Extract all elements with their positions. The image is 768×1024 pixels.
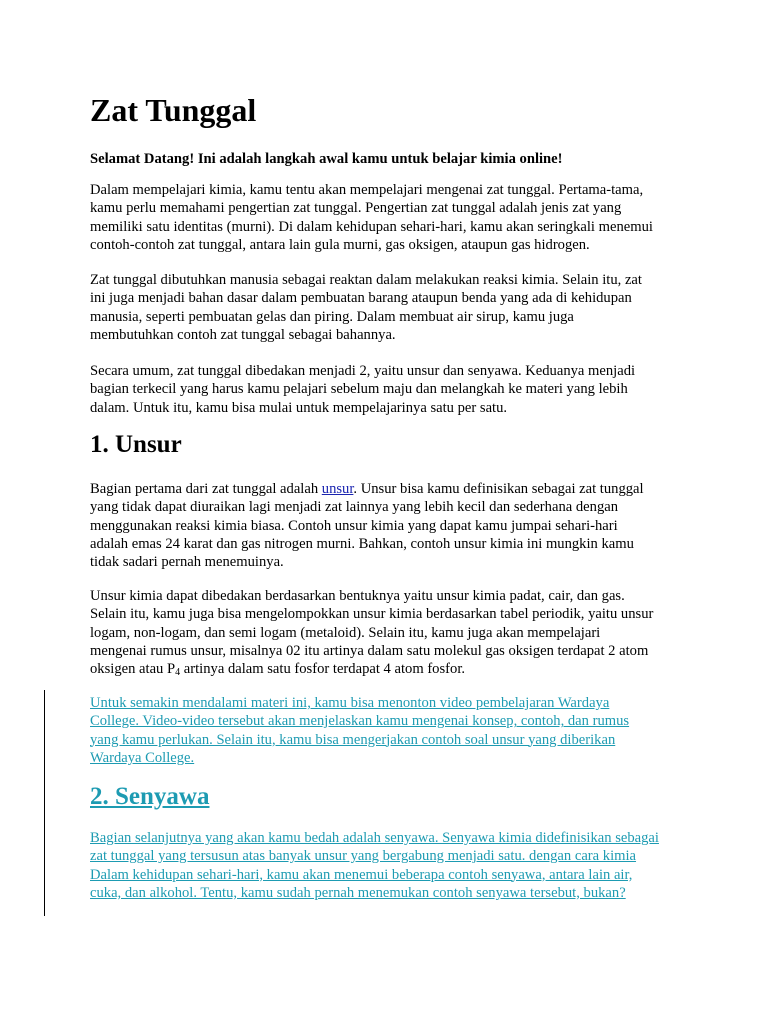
unsur-paragraph-2: [90, 587, 690, 682]
text-line: Secara umum, zat tunggal dibedakan menjadi 2, yaitu unsur dan senyawa. Keduanya menjadi: [90, 363, 636, 379]
link-line[interactable]: zat tunggal yang tersusun atas banyak unsur yang bergabung menjadi satu. dengan cara kimia: [90, 848, 637, 865]
text-line: membutuhkan contoh zat tunggal sebagai bahannya.: [90, 326, 396, 343]
text-line: oksigen atau P: [90, 661, 176, 678]
link-line[interactable]: College. Video-video tersebut akan menjelaskan kamu mengenai konsep, contoh, dan rumus: [90, 713, 630, 730]
text-line: adalah emas 24 karat dan gas nitrogen murni. Bahkan, contoh unsur kimia ini mungkin kamu: [90, 535, 634, 552]
page-title: Zat Tunggal: [90, 92, 257, 128]
senyawa-heading[interactable]: 2. Senyawa: [90, 783, 210, 810]
text-line: contoh-contoh zat tunggal, antara lain gula murni, gas oksigen, ataupun gas hidrogen.: [90, 236, 590, 253]
intro-paragraph-1: [90, 181, 690, 254]
text-line: bagian terkecil yang harus kamu pelajari sebelum maju dan melangkah ke materi yang lebih: [90, 381, 628, 398]
text-line: yang tidak dapat diuraikan lagi menjadi zat lainnya yang lebih kecil dan sederhana dengan: [90, 499, 619, 516]
link-line[interactable]: Dalam kehidupan sehari-hari, kamu akan menemui beberapa contoh senyawa, antara lain air,: [90, 866, 633, 883]
link-line[interactable]: cuka, dan alkohol. Tentu, kamu sudah pernah menemukan contoh senyawa tersebut, bukan?: [90, 884, 626, 901]
intro-paragraph-2: [90, 271, 690, 344]
text-line: ini juga menjadi bahan dasar dalam pembuatan barang ataupun benda yang ada di kehidupan: [90, 290, 632, 307]
intro-paragraph-3: [90, 362, 690, 417]
text-line: Zat tunggal dibutuhkan manusia sebagai reaktan dalam melakukan reaksi kimia. Selain itu, zat: [90, 272, 642, 288]
text-line: tidak sadari pernah menemuinya.: [90, 554, 284, 571]
text-line: Selain itu, kamu juga bisa mengelompokkan unsur kimia berdasarkan tabel periodik, yaitu unsur: [90, 606, 654, 623]
text-line: artinya dalam satu fosfor terdapat 4 atom fosfor.: [180, 661, 466, 678]
margin-change-bar: [44, 690, 45, 916]
link-line[interactable]: Wardaya College.: [90, 749, 195, 766]
text-line: memiliki satu identitas (murni). Di dalam kehidupan sehari-hari, kamu akan seringkali menemui: [90, 218, 653, 235]
link-line[interactable]: Bagian selanjutnya yang akan kamu bedah adalah senyawa. Senyawa kimia didefinisikan sebagai: [90, 830, 659, 846]
text-line: Dalam mempelajari kimia, kamu tentu akan mempelajari mengenai zat tunggal. Pertama-tama,: [90, 182, 644, 198]
text-line: logam, non-logam, dan semi logam (metaloid). Selain itu, kamu juga akan mempelajari: [90, 624, 601, 641]
text-line: menggunakan reaksi kimia biasa. Contoh unsur kimia yang dapat kamu jumpai sehari-hari: [90, 517, 618, 534]
unsur-paragraph-1: [90, 480, 690, 571]
link-line[interactable]: Untuk semakin mendalami materi ini, kamu bisa menonton video pembelajaran Wardaya: [90, 695, 610, 711]
unsur-link[interactable]: unsur: [321, 481, 354, 497]
welcome-text: Selamat Datang! Ini adalah langkah awal kamu untuk belajar kimia online!: [90, 151, 563, 167]
text-line: dalam. Untuk itu, kamu bisa mulai untuk mempelajarinya satu per satu.: [90, 399, 508, 416]
text-line: manusia, seperti pembuatan gelas dan piring. Dalam membuat air sirup, kamu juga: [90, 308, 574, 325]
text-line: Bagian pertama dari zat tunggal adalah: [90, 481, 322, 497]
text-line: . Unsur bisa kamu definisikan sebagai zat tunggal: [353, 481, 644, 497]
subscript-4: 4: [175, 667, 181, 679]
text-line: kamu perlu memahami pengertian zat tunggal. Pengertian zat tunggal adalah jenis zat yang: [90, 200, 622, 217]
senyawa-paragraph-1[interactable]: [90, 829, 690, 902]
unsur-video-link[interactable]: [90, 694, 690, 767]
link-line[interactable]: yang kamu perlukan. Selain itu, kamu bisa mengerjakan contoh soal unsur yang diberikan: [90, 731, 616, 748]
unsur-heading: 1. Unsur: [90, 431, 182, 458]
text-line: mengenai rumus unsur, misalnya 02 itu artinya dalam satu molekul gas oksigen terdapat 2 atom: [90, 642, 649, 659]
text-line: Unsur kimia dapat dibedakan berdasarkan bentuknya yaitu unsur kimia padat, cair, dan gas.: [90, 588, 625, 604]
